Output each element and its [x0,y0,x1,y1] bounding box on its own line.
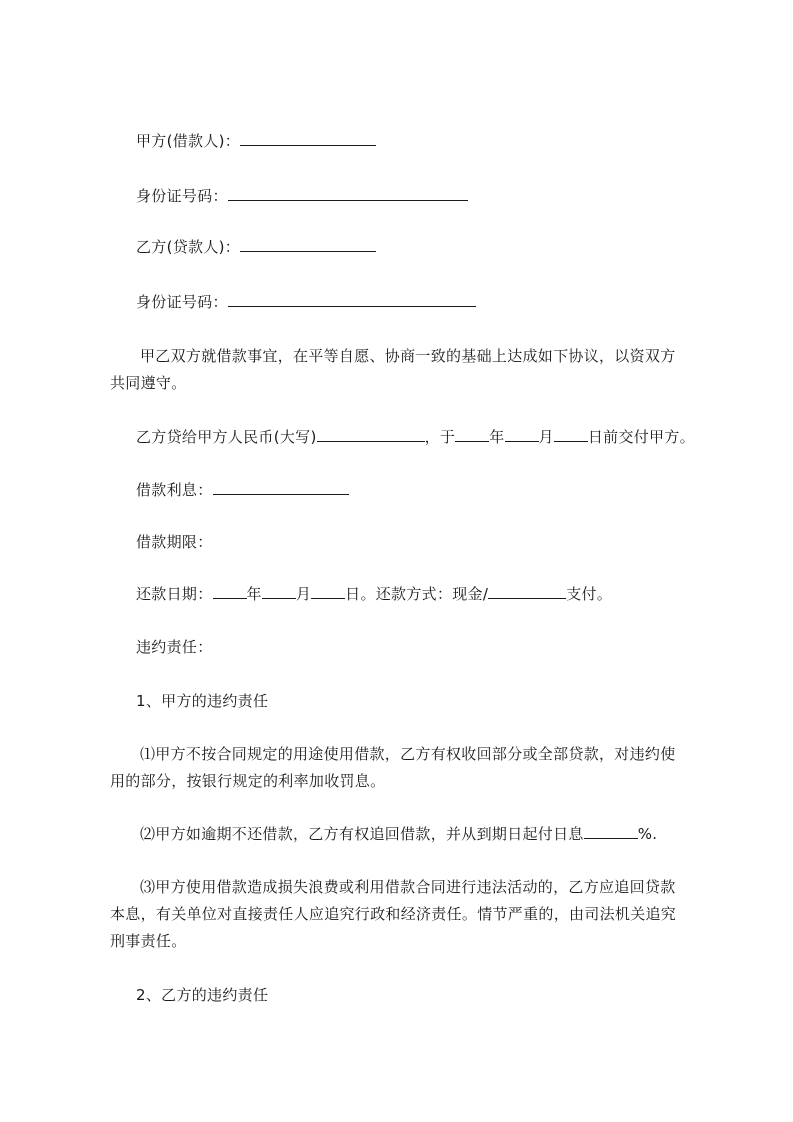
loan-year-blank [455,425,489,442]
intro-line-1: 甲乙双方就借款事宜，在平等自愿、协商一致的基础上达成如下协议，以资双方 [140,347,676,365]
breach-b-title: 2、乙方的违约责任 [136,986,269,1004]
clause-2-rate-blank [584,822,638,839]
party-b-blank [240,235,376,252]
loan-suffix: 日前交付甲方。 [587,428,695,446]
repay-month-blank [262,582,296,599]
id-a-label: 身份证号码： [136,187,228,205]
interest-label: 借款利息： [136,481,213,499]
repay-day: 日。还款方式：现金/ [345,585,489,603]
loan-month-blank [505,425,539,442]
loan-prefix: 乙方贷给甲方人民币(大写) [136,428,317,446]
party-a-blank [240,129,376,146]
repay-method-blank [488,582,566,599]
party-a-row [136,127,376,155]
intro-line-2: 共同遵守。 [110,374,187,392]
breach-label: 违约责任： [136,638,213,656]
repay-day-blank [311,582,345,599]
loan-amount-blank [317,425,425,442]
id-a-row [136,182,468,210]
loan-comma: ，于 [424,428,456,446]
interest-blank [213,478,349,495]
loan-row [136,423,695,451]
repay-suffix: 支付。 [566,585,613,603]
clause-3-line-3: 刑事责任。 [110,932,187,950]
party-b-label: 乙方(贷款人)： [136,238,241,256]
loan-year: 年 [489,428,505,446]
party-b-row [136,233,376,261]
clause-1-line-2: 用的部分，按银行规定的利率加收罚息。 [110,772,386,790]
loan-day-blank [554,425,588,442]
clause-3-line-1: ⑶甲方使用借款造成损失浪费或利用借款合同进行违法活动的，乙方应追回贷款 [140,878,676,896]
id-b-label: 身份证号码： [136,293,228,311]
repay-month: 月 [295,585,312,603]
repay-year: 年 [246,585,262,603]
interest-row [136,476,349,504]
clause-2-suffix: %. [637,825,658,843]
party-a-label: 甲方(借款人)： [136,132,241,150]
id-a-blank [228,184,468,201]
repay-prefix: 还款日期： [136,585,213,603]
clause-2-prefix: ⑵甲方如逾期不还借款，乙方有权追回借款，并从到期日起付日息 [140,825,584,843]
term-label: 借款期限： [136,533,213,551]
clause-2-row [140,820,657,848]
clause-1-line-1: ⑴甲方不按合同规定的用途使用借款，乙方有权收回部分或全部贷款，对违约使 [140,745,676,763]
clause-3-line-2: 本息，有关单位对直接责任人应追究行政和经济责任。情节严重的，由司法机关追究 [110,905,677,923]
repay-row [136,580,612,608]
breach-a-title: 1、甲方的违约责任 [136,692,269,710]
loan-month: 月 [538,428,554,446]
id-b-row [136,288,476,316]
id-b-blank [228,290,476,307]
repay-year-blank [213,582,247,599]
